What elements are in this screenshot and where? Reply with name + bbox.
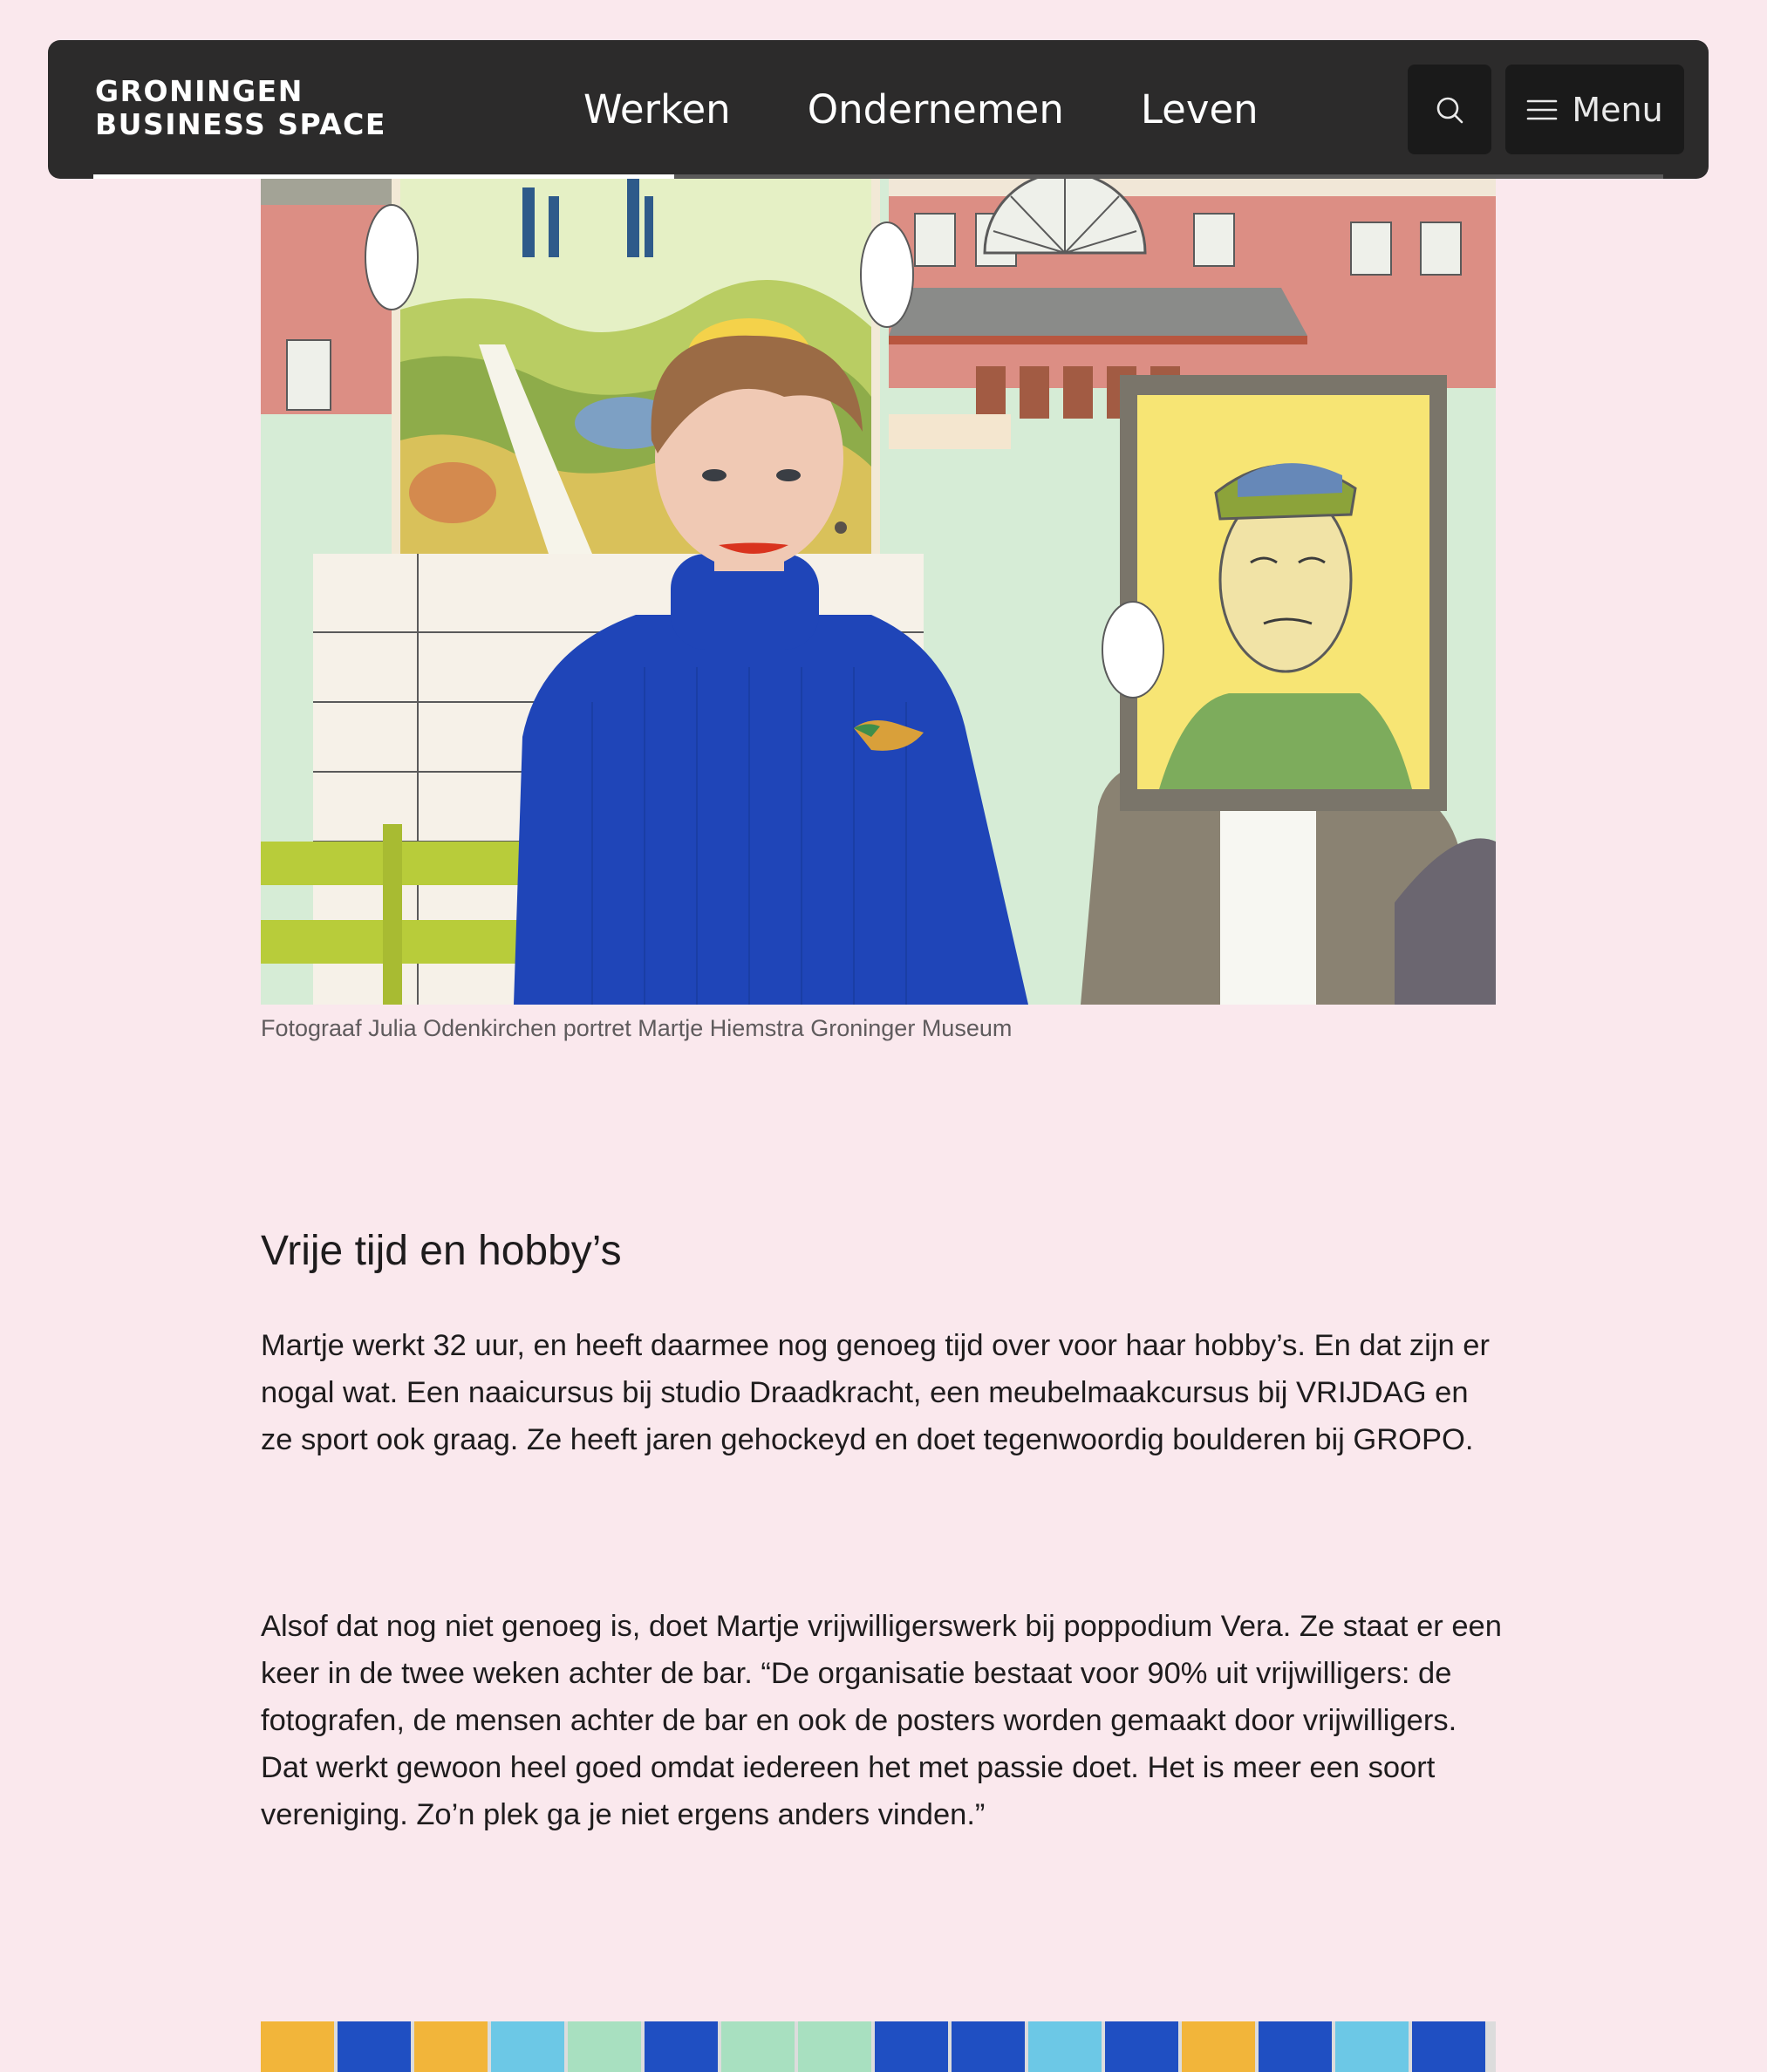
section-title: Vrije tijd en hobby’s [261,1228,622,1274]
logo-line-1: GRONINGEN [95,74,304,108]
site-logo[interactable] [95,75,386,141]
mosaic-tile [1335,2021,1409,2072]
mosaic-tile [491,2021,564,2072]
mosaic-tile [1259,2021,1332,2072]
hero-image [261,179,1496,1005]
mosaic-tile [645,2021,718,2072]
menu-button[interactable] [1505,65,1684,154]
mosaic-tile [1412,2021,1485,2072]
mosaic-tile [568,2021,641,2072]
search-icon [1435,95,1464,125]
paragraph-hobbies: Martje werkt 32 uur, en heeft daarmee nog genoeg tijd over voor haar hobby’s. En dat zijn er nogal wat. Een naaicursus bij studio Draadkracht, een meubelmaakcursus bij VRIJDAG en ze sport ook graag. Ze heeft jaren gehockeyd en doet tegenwoordig boulderen bij GROPO. [261,1329,1490,1456]
reading-progress-bar [93,174,1663,179]
main-nav [583,40,1259,179]
mosaic-tile [414,2021,488,2072]
paragraph-volunteering: Alsof dat nog niet genoeg is, doet Martje vrijwilligerswerk bij poppodium Vera. Ze staat er een keer in de twee weken achter de bar. “De organisatie bestaat voor 90% uit vrijwilligers: de fotografen, de mensen achter de bar en ook de posters worden gemaakt door vrijwilligers. Dat werkt gewoon heel goed omdat iedereen het met passie doet. Het is meer een soort vereniging. Zo’n plek ga je niet ergens anders vinden.” [261,1610,1502,1831]
mosaic-tile [875,2021,948,2072]
nav-ondernemen[interactable]: Ondernemen [807,86,1064,133]
reading-progress-fill [93,174,674,179]
mosaic-tile [1182,2021,1255,2072]
mosaic-tile [721,2021,795,2072]
nav-leven[interactable]: Leven [1140,86,1259,133]
mosaic-tile [798,2021,871,2072]
mosaic-tile [952,2021,1025,2072]
nav-werken[interactable]: Werken [583,86,731,133]
hamburger-icon [1526,98,1558,122]
logo-line-2: BUSINESS SPACE [95,107,386,141]
mosaic-image [261,2021,1496,2072]
mosaic-tile [1028,2021,1102,2072]
menu-label: Menu [1572,90,1663,129]
site-header [48,40,1709,179]
hero-caption: Fotograaf Julia Odenkirchen portret Martje Hiemstra Groninger Museum [261,1015,1013,1041]
mosaic-tile [1105,2021,1178,2072]
portrait-illustration [261,179,1496,1005]
mosaic-tile [338,2021,411,2072]
search-button[interactable] [1408,65,1491,154]
mosaic-tile [261,2021,334,2072]
